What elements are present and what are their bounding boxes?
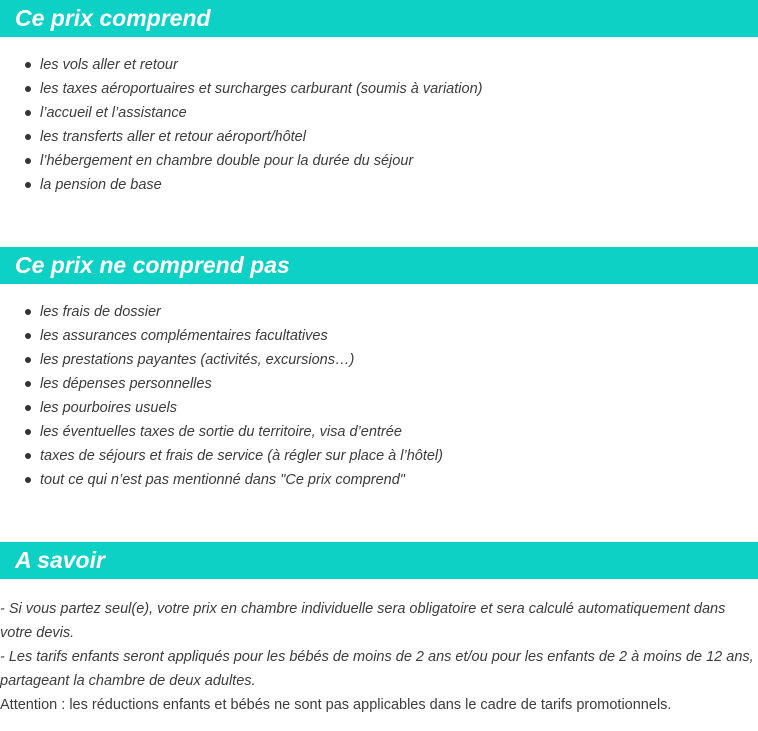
list-item: [0, 324, 758, 348]
list-item: [0, 101, 758, 125]
savoir-paragraph: Attention : les réductions enfants et bébés ne sont pas applicables dans le cadre de tarifs promotionnels.: [0, 697, 672, 713]
list-item-text: les assurances complémentaires facultatives: [40, 328, 328, 344]
list-item: [0, 125, 758, 149]
bullet-icon: [25, 381, 31, 387]
list-item-text: les prestations payantes (activités, excursions…): [40, 352, 355, 368]
list-item-text: les transferts aller et retour aéroport/hôtel: [40, 129, 306, 145]
list-item: [0, 173, 758, 197]
bullet-icon: [25, 182, 31, 188]
section-includes: [0, 0, 758, 197]
section-savoir: [0, 542, 758, 717]
list-item-text: les vols aller et retour: [40, 57, 178, 73]
bullet-icon: [25, 405, 31, 411]
section-excludes: [0, 247, 758, 492]
savoir-title: A savoir: [0, 542, 758, 579]
list-item: [0, 149, 758, 173]
savoir-paragraph: - Si vous partez seul(e), votre prix en chambre individuelle sera obligatoire et sera calculé automatiquement dans votre devis.: [0, 601, 726, 641]
bullet-icon: [25, 357, 31, 363]
list-item: [0, 420, 758, 444]
bullet-icon: [25, 429, 31, 435]
list-item: [0, 372, 758, 396]
bullet-icon: [25, 158, 31, 164]
bullet-icon: [25, 86, 31, 92]
list-item-text: taxes de séjours et frais de service (à régler sur place à l’hôtel): [40, 448, 443, 464]
excludes-list: [0, 284, 758, 492]
list-item-text: la pension de base: [40, 177, 162, 193]
includes-list: [0, 37, 758, 197]
bullet-icon: [25, 110, 31, 116]
list-item: [0, 468, 758, 492]
list-item: [0, 77, 758, 101]
list-item-text: les taxes aéroportuaires et surcharges carburant (soumis à variation): [40, 81, 483, 97]
list-item: [0, 53, 758, 77]
bullet-icon: [25, 333, 31, 339]
bullet-icon: [25, 309, 31, 315]
list-item: [0, 396, 758, 420]
excludes-title: Ce prix ne comprend pas: [0, 247, 758, 284]
list-item-text: les dépenses personnelles: [40, 376, 212, 392]
includes-title: Ce prix comprend: [0, 0, 758, 37]
bullet-icon: [25, 477, 31, 483]
bullet-icon: [25, 134, 31, 140]
list-item: [0, 300, 758, 324]
list-item-text: tout ce qui n’est pas mentionné dans "Ce prix comprend": [40, 472, 405, 488]
list-item: [0, 348, 758, 372]
list-item-text: les éventuelles taxes de sortie du territoire, visa d’entrée: [40, 424, 402, 440]
bullet-icon: [25, 453, 31, 459]
savoir-body: [0, 579, 758, 717]
list-item-text: l’accueil et l’assistance: [40, 105, 187, 121]
savoir-paragraph: - Les tarifs enfants seront appliqués pour les bébés de moins de 2 ans et/ou pour les enfants de 2 à moins de 12 ans, partageant la chambre de deux adultes.: [0, 649, 754, 689]
bullet-icon: [25, 62, 31, 68]
list-item-text: l’hébergement en chambre double pour la durée du séjour: [40, 153, 414, 169]
list-item: [0, 444, 758, 468]
list-item-text: les pourboires usuels: [40, 400, 178, 416]
list-item-text: les frais de dossier: [40, 304, 161, 320]
